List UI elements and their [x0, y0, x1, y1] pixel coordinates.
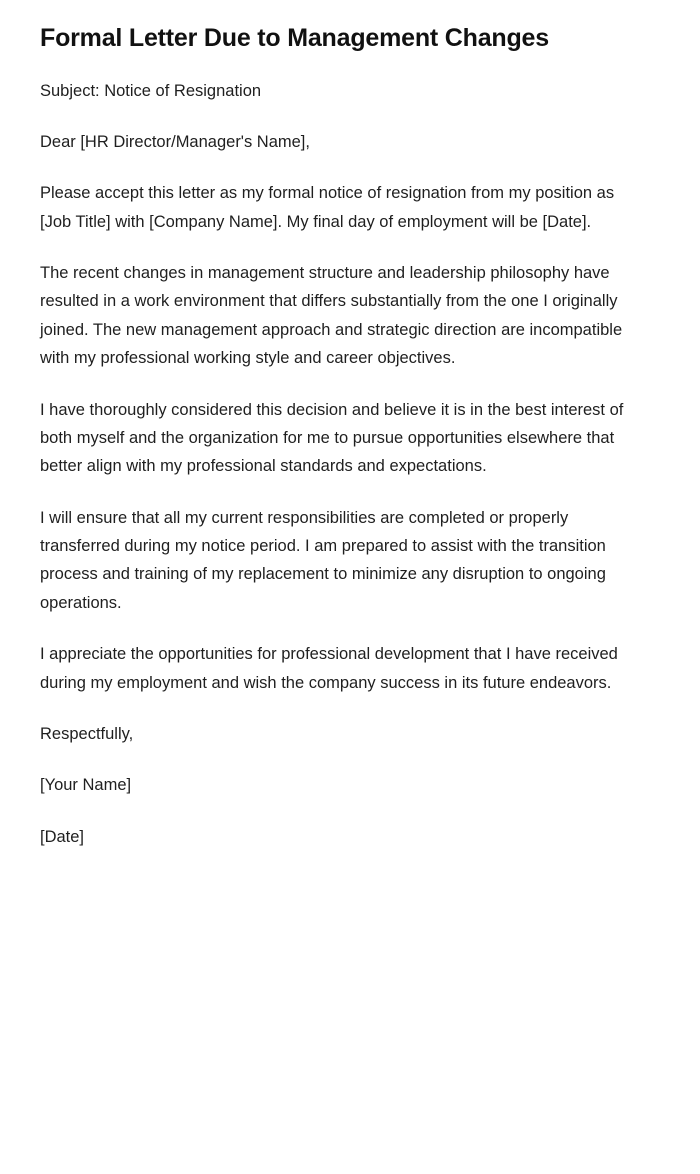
letter-signature-name: [Your Name] — [40, 776, 132, 795]
letter-signature-date: [Date] — [40, 827, 85, 846]
letter-salutation: Dear [HR Director/Manager's Name], — [40, 132, 310, 151]
letter-paragraph-3: I have thoroughly considered this decision and believe it is in the best interest of both myself and the organization for me to pursue opportunities elsewhere that better align with my professional standards and expectations. — [40, 400, 624, 476]
letter-paragraph-4: I will ensure that all my current responsibilities are completed or properly transferred during my notice period. I am prepared to assist with the transition process and training of my replacement to minimize any disruption to ongoing operations. — [40, 508, 606, 612]
letter-paragraph-5: I appreciate the opportunities for professional development that I have received during my employment and wish the company success in its future endeavors. — [40, 645, 618, 692]
letter-subject-line: Subject: Notice of Resignation — [40, 81, 262, 100]
letter-paragraph-1: Please accept this letter as my formal notice of resignation from my position as [Job Title] with [Company Name]. My final day of employment will be [Date]. — [40, 184, 615, 231]
letter-paragraph-2: The recent changes in management structure and leadership philosophy have resulted in a work environment that differs substantially from the one I originally joined. The new management approach and strategic direction are incompatible with my professional working style and career objectives. — [40, 264, 623, 368]
page-title: Formal Letter Due to Management Changes — [40, 24, 549, 52]
letter-closing: Respectfully, — [40, 724, 134, 743]
